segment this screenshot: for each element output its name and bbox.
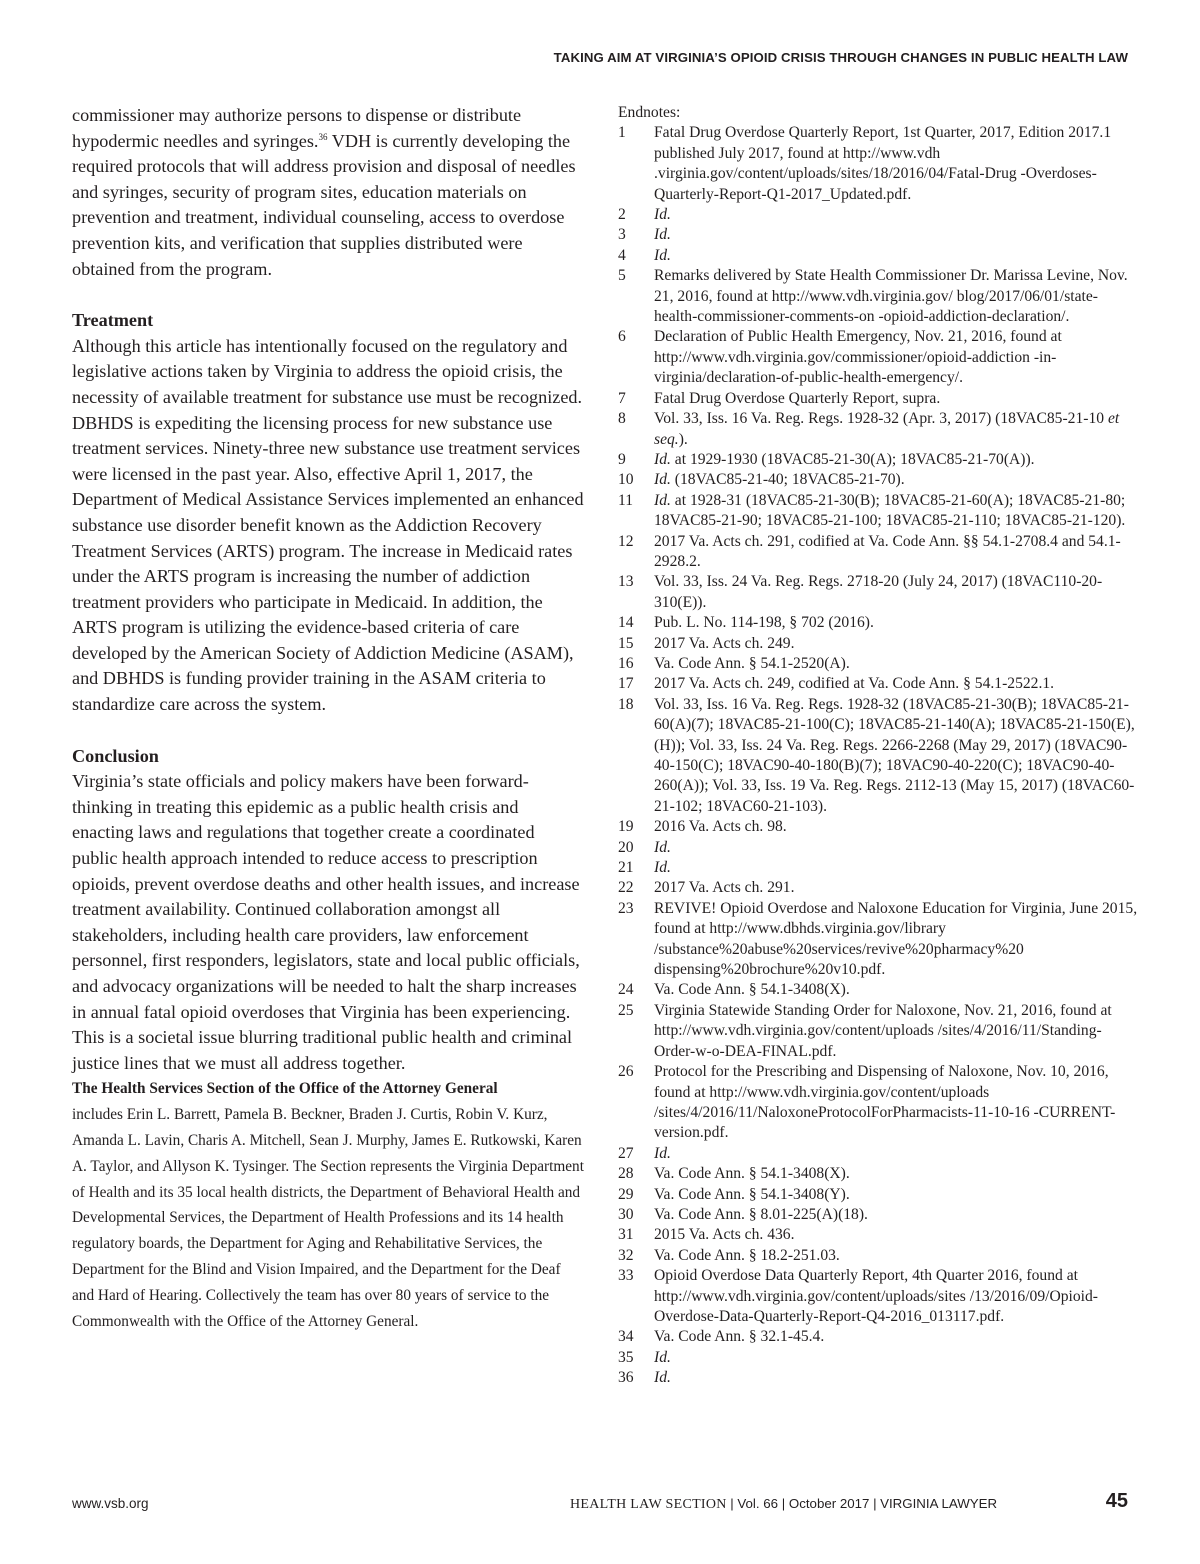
- endnote-text: Vol. 33, Iss. 24 Va. Reg. Regs. 2718-20 (July 24, 2017) (18VAC110-20-310(E)).: [654, 573, 1103, 611]
- endnote-text: Virginia Statewide Standing Order for Naloxone, Nov. 21, 2016, found at http://www.vdh.virginia.gov/content/uploads /sites/4/2016/11/Standing-Order-w-o-DEA-FINAL.pdf.: [654, 1001, 1112, 1060]
- endnote-text: Fatal Drug Overdose Quarterly Report, supra.: [654, 389, 941, 407]
- endnote-text: REVIVE! Opioid Overdose and Naloxone Education for Virginia, June 2015, found at http://www.dbhds.virginia.gov/library /substance%20abuse%20services/revive%20pharmacy%20 dispensing%20brochure%20v10.pdf.: [654, 899, 1138, 979]
- endnote-text: Va. Code Ann. § 54.1-2520(A).: [654, 654, 850, 672]
- endnote-item: [618, 1225, 1138, 1245]
- endnote-text: 2017 Va. Acts ch. 291, codified at Va. Code Ann. §§ 54.1-2708.4 and 54.1-2928.2.: [654, 532, 1121, 570]
- endnote-text: 2015 Va. Acts ch. 436.: [654, 1226, 795, 1244]
- endnote-item: [618, 225, 1138, 245]
- endnote-number: 13: [618, 573, 634, 591]
- endnote-number: 18: [618, 695, 634, 713]
- endnote-item: [618, 450, 1138, 470]
- endnote-number: 17: [618, 675, 634, 693]
- endnote-number: 9: [618, 450, 626, 468]
- endnote-number: 33: [618, 1267, 634, 1285]
- endnote-text: 2017 Va. Acts ch. 249, codified at Va. Code Ann. § 54.1-2522.1.: [654, 675, 1055, 693]
- endnote-text: Id.: [654, 246, 671, 264]
- endnote-text: Va. Code Ann. § 54.1-3408(X).: [654, 1165, 850, 1183]
- endnote-item: [618, 674, 1138, 694]
- endnote-item: [618, 123, 1138, 205]
- endnote-number: 14: [618, 614, 634, 632]
- endnote-text: Va. Code Ann. § 18.2-251.03.: [654, 1246, 840, 1264]
- endnote-item: [618, 838, 1138, 858]
- running-head: TAKING AIM AT VIRGINIA’S OPIOID CRISIS THROUGH CHANGES IN PUBLIC HEALTH LAW: [553, 50, 1128, 65]
- endnote-text: 2017 Va. Acts ch. 291.: [654, 879, 795, 897]
- endnote-text: Id. (18VAC85-21-40; 18VAC85-21-70).: [654, 471, 905, 489]
- endnote-number: 34: [618, 1328, 634, 1346]
- endnote-item: [618, 1327, 1138, 1347]
- endnote-number: 27: [618, 1144, 634, 1162]
- endnote-number: 32: [618, 1246, 634, 1264]
- section-name: HEALTH LAW SECTION: [570, 1497, 727, 1512]
- endnote-number: 5: [618, 267, 626, 285]
- endnote-text: Declaration of Public Health Emergency, Nov. 21, 2016, found at http://www.vdh.virginia.gov/commissioner/opioid-addiction -in-virginia/declaration-of-public-health-emergency/.: [654, 328, 1062, 387]
- endnote-text: Va. Code Ann. § 32.1-45.4.: [654, 1328, 825, 1346]
- treatment-paragraph: Although this article has intentionally focused on the regulatory and legislative actions taken by Virginia to address the opioid crisis, the necessity of available treatment for substance use must be recognized. DBHDS is expediting the licensing process for new substance use treatment services. Ninety-three new substance use treatment services were licensed in the past year. Also, effective April 1, 2017, the Department of Medical Assistance Services implemented an enhanced substance use disorder benefit known as the Addiction Recovery Treatment Services (ARTS) program. The increase in Medicaid rates under the ARTS program is increasing the number of addiction treatment providers who participate in Medicaid. In addition, the ARTS program is utilizing the evidence-based criteria of care developed by the American Society of Addiction Medicine (ASAM), and DBHDS is funding provider training in the ASAM criteria to standardize care across the system.: [72, 335, 584, 715]
- endnote-number: 29: [618, 1185, 634, 1203]
- endnote-item: [618, 389, 1138, 409]
- treatment-heading: Treatment: [72, 310, 154, 331]
- endnote-reference: 36: [318, 131, 328, 142]
- endnote-number: 1: [618, 124, 626, 142]
- endnote-item: [618, 980, 1138, 1000]
- endnote-number: 26: [618, 1063, 634, 1081]
- endnote-number: 4: [618, 246, 626, 264]
- conclusion-heading: Conclusion: [72, 745, 159, 766]
- endnote-text: Fatal Drug Overdose Quarterly Report, 1st Quarter, 2017, Edition 2017.1 published July 2017, found at http://www.vdh .virginia.gov/content/uploads/sites/18/2016/04/Fatal-Drug -Overdoses-Quarterly-Report-Q1-2017_Updated.pdf.: [654, 124, 1112, 203]
- endnote-number: 22: [618, 879, 634, 897]
- endnote-item: [618, 1266, 1138, 1327]
- endnote-item: [618, 1001, 1138, 1062]
- endnote-text: Id.: [654, 1348, 671, 1366]
- endnote-number: 21: [618, 859, 634, 877]
- endnote-text: Id. at 1929-1930 (18VAC85-21-30(A); 18VAC85-21-70(A)).: [654, 450, 1035, 468]
- endnote-item: [618, 266, 1138, 327]
- endnote-number: 7: [618, 389, 626, 407]
- endnote-item: [618, 1185, 1138, 1205]
- endnote-item: [618, 1144, 1138, 1164]
- issue-info: | Vol. 66 | October 2017 |: [730, 1496, 877, 1511]
- endnote-text: Id.: [654, 1369, 671, 1387]
- endnote-text: Protocol for the Prescribing and Dispensing of Naloxone, Nov. 10, 2016, found at http://www.vdh.virginia.gov/content/uploads /sites/4/2016/11/NaloxoneProtocolForPharmacists-11-10-16 -CURRENT-version.pdf.: [654, 1063, 1116, 1142]
- endnote-item: [618, 1205, 1138, 1225]
- endnote-number: 19: [618, 818, 634, 836]
- endnote-text: Id.: [654, 1144, 671, 1162]
- endnote-item: [618, 572, 1138, 613]
- endnote-text: Opioid Overdose Data Quarterly Report, 4th Quarter 2016, found at http://www.vdh.virginia.gov/content/uploads/sites /13/2016/09/Opioid-Overdose-Data-Quarterly-Report-Q4-2016_013117.pdf.: [654, 1267, 1098, 1325]
- endnote-text: Id.: [654, 226, 671, 244]
- endnote-text: Pub. L. No. 114-198, § 702 (2016).: [654, 614, 874, 632]
- endnote-item: [618, 1246, 1138, 1266]
- conclusion-paragraph: Virginia’s state officials and policy makers have been forward-thinking in treating this epidemic as a public health crisis and enacting laws and regulations that together create a coordinated public health approach intended to reduce access to prescription opioids, prevent overdose deaths and other health issues, and increase treatment availability. Continued collaboration amongst all stakeholders, including health care providers, law enforcement personnel, first responders, legislators, state and local public officials, and advocacy organizations will be needed to halt the sharp increases in annual fatal opioid overdoses that Virginia has been experiencing. This is a societal issue blurring traditional public health and criminal justice lines that we must all address together.: [72, 771, 580, 1073]
- endnote-item: [618, 491, 1138, 532]
- endnote-text: Remarks delivered by State Health Commissioner Dr. Marissa Levine, Nov. 21, 2016, found at http://www.vdh.virginia.gov/ blog/2017/06/01/state-health-commissioner-comments-on -opioid-addiction-declaration/.: [654, 267, 1128, 326]
- endnote-item: [618, 246, 1138, 266]
- intro-text-continued: VDH is currently developing the required protocols that will address provision and disposal of needles and syringes, security of program sites, education materials on prevention and treatment, individual counseling, access to overdose prevention kits, and verification that supplies distributed were obtained from the program.: [72, 130, 576, 279]
- publication-line: [570, 1496, 997, 1513]
- endnote-number: 15: [618, 634, 634, 652]
- endnote-number: 25: [618, 1001, 634, 1019]
- publication-name: VIRGINIA LAWYER: [880, 1496, 998, 1511]
- endnote-item: [618, 899, 1138, 981]
- page-number: 45: [1105, 1490, 1128, 1512]
- endnote-text: Va. Code Ann. § 54.1-3408(X).: [654, 981, 850, 999]
- endnote-item: [618, 695, 1138, 817]
- endnote-text: Vol. 33, Iss. 16 Va. Reg. Regs. 1928-32 (Apr. 3, 2017) (18VAC85-21-10 et seq.).: [654, 410, 1120, 448]
- article-body: [72, 103, 584, 1334]
- endnote-text: Vol. 33, Iss. 16 Va. Reg. Regs. 1928-32 (18VAC85-21-30(B); 18VAC85-21-60(A)(7); 18VAC85-21-100(C); 18VAC85-21-140(A); 18VAC85-21-150(E), (H)); Vol. 33, Iss. 24 Va. Reg. Regs. 2266-2268 (May 29, 2017) (18VAC90-40-150(C); 18VAC90-40-180(B)(7); 18VAC90-40-220(C); 18VAC90-40-260(A)); Vol. 33, Iss. 19 Va. Reg. Regs. 2112-13 (May 15, 2017) (18VAC60-21-102; 18VAC60-21-103).: [654, 695, 1135, 815]
- endnote-number: 11: [618, 491, 634, 509]
- author-bio: [72, 1076, 584, 1334]
- endnote-text: Id. at 1928-31 (18VAC85-21-30(B); 18VAC85-21-60(A); 18VAC85-21-80; 18VAC85-21-90; 18VAC85-21-100; 18VAC85-21-110; 18VAC85-21-120).: [654, 491, 1126, 530]
- endnote-number: 12: [618, 532, 634, 550]
- endnote-item: [618, 858, 1138, 878]
- endnote-number: 10: [618, 471, 634, 489]
- endnote-item: [618, 470, 1138, 490]
- endnote-text: Va. Code Ann. § 8.01-225(A)(18).: [654, 1205, 868, 1223]
- endnote-number: 23: [618, 899, 634, 917]
- endnote-item: [618, 409, 1138, 450]
- author-bio-text: includes Erin L. Barrett, Pamela B. Beckner, Braden J. Curtis, Robin V. Kurz, Amanda L. Lavin, Charis A. Mitchell, Sean J. Murphy, James E. Rutkowski, Karen A. Taylor, and Allyson K. Tysinger. The Section represents the Virginia Department of Health and its 35 local health districts, the Department of Behavioral Health and Developmental Services, the Department of Health Professions and its 14 health regulatory boards, the Department for Aging and Rehabilitative Services, the Department for the Blind and Vision Impaired, and the Department for the Deaf and Hard of Hearing. Collectively the team has over 80 years of service to the Commonwealth with the Office of the Attorney General.: [72, 1106, 584, 1330]
- endnote-number: 6: [618, 328, 626, 346]
- author-bio-title: The Health Services Section of the Office of the Attorney General: [72, 1080, 498, 1098]
- endnote-number: 36: [618, 1369, 634, 1387]
- endnote-text: Id.: [654, 838, 671, 856]
- endnote-number: 35: [618, 1348, 634, 1366]
- endnote-item: [618, 878, 1138, 898]
- endnote-item: [618, 1368, 1138, 1388]
- endnotes-title: Endnotes:: [618, 104, 681, 121]
- endnote-item: [618, 327, 1138, 388]
- endnote-number: 28: [618, 1165, 634, 1183]
- endnote-item: [618, 532, 1138, 573]
- endnote-item: [618, 1062, 1138, 1144]
- endnote-number: 24: [618, 981, 634, 999]
- endnote-number: 8: [618, 410, 626, 428]
- endnote-number: 16: [618, 654, 634, 672]
- intro-text: commissioner may authorize persons to dispense or distribute hypodermic needles and syringes.: [72, 105, 522, 151]
- endnote-item: [618, 654, 1138, 674]
- endnote-item: [618, 634, 1138, 654]
- endnote-item: [618, 1164, 1138, 1184]
- endnote-item: [618, 205, 1138, 225]
- endnote-number: 3: [618, 226, 626, 244]
- intro-paragraph: [72, 103, 584, 282]
- endnote-number: 31: [618, 1226, 634, 1244]
- endnote-text: Va. Code Ann. § 54.1-3408(Y).: [654, 1185, 850, 1203]
- endnote-text: 2016 Va. Acts ch. 98.: [654, 818, 787, 836]
- endnote-item: [618, 817, 1138, 837]
- endnote-item: [618, 613, 1138, 633]
- website-url[interactable]: www.vsb.org: [72, 1496, 149, 1511]
- endnote-text: Id.: [654, 859, 671, 877]
- endnote-number: 20: [618, 838, 634, 856]
- endnotes: [618, 103, 1138, 1389]
- endnote-number: 30: [618, 1205, 634, 1223]
- endnote-list: [618, 123, 1138, 1388]
- endnote-text: Id.: [654, 206, 671, 224]
- endnote-item: [618, 1348, 1138, 1368]
- endnote-text: 2017 Va. Acts ch. 249.: [654, 634, 795, 652]
- endnote-number: 2: [618, 206, 626, 224]
